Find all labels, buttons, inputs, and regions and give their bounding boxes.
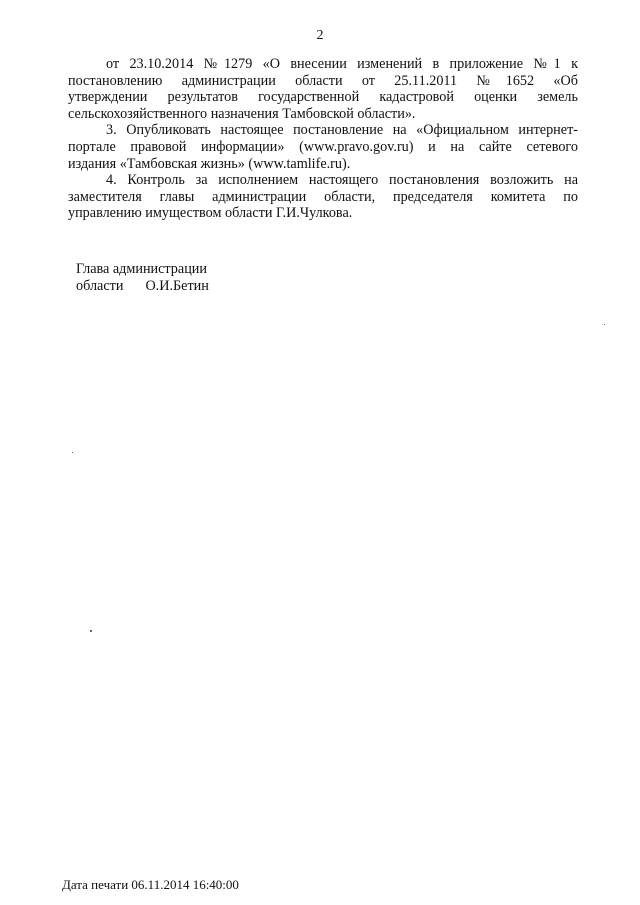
print-date: Дата печати 06.11.2014 16:40:00 — [62, 877, 239, 892]
text-line: сельскохозяйственного назначения Тамбовской области». — [68, 105, 416, 122]
signature-title: Глава администрации — [76, 261, 207, 277]
signature-row — [76, 278, 209, 295]
signature-title-region: области — [76, 278, 124, 294]
text-line: 3. Опубликовать настоящее постановление на «Официальном интернет- — [106, 122, 578, 139]
paragraph-publish — [68, 122, 578, 172]
paragraph-control — [68, 172, 578, 222]
text-line: от 23.10.2014 №1279 «О внесении изменений в приложение №1 к — [106, 56, 578, 72]
scan-speck — [604, 324, 605, 325]
signatory-name: О.И.Бетин — [145, 278, 209, 294]
text-line: издания «Тамбовская жизнь» (www.tamlife.ru). — [68, 155, 351, 172]
text-line: постановлению администрации области от 25.11.2011 №1652 «Об — [68, 72, 578, 89]
page-number: 2 — [316, 28, 324, 43]
text-line: портале правовой информации» (www.pravo.gov.ru) и на сайте сетевого — [68, 138, 578, 155]
document-body — [68, 56, 578, 222]
scan-speck — [72, 452, 73, 453]
scan-speck — [90, 630, 92, 632]
text-line: управлению имуществом области Г.И.Чулкова. — [68, 205, 353, 222]
text-line: заместителя главы администрации области, председателя комитета по — [68, 188, 578, 205]
text-line: 4. Контроль за исполнением настоящего постановления возложить на — [106, 172, 578, 189]
text-line: утверждении результатов государственной кадастровой оценки земель — [68, 89, 578, 106]
paragraph-continuation — [68, 56, 578, 122]
signature-block — [76, 261, 209, 295]
